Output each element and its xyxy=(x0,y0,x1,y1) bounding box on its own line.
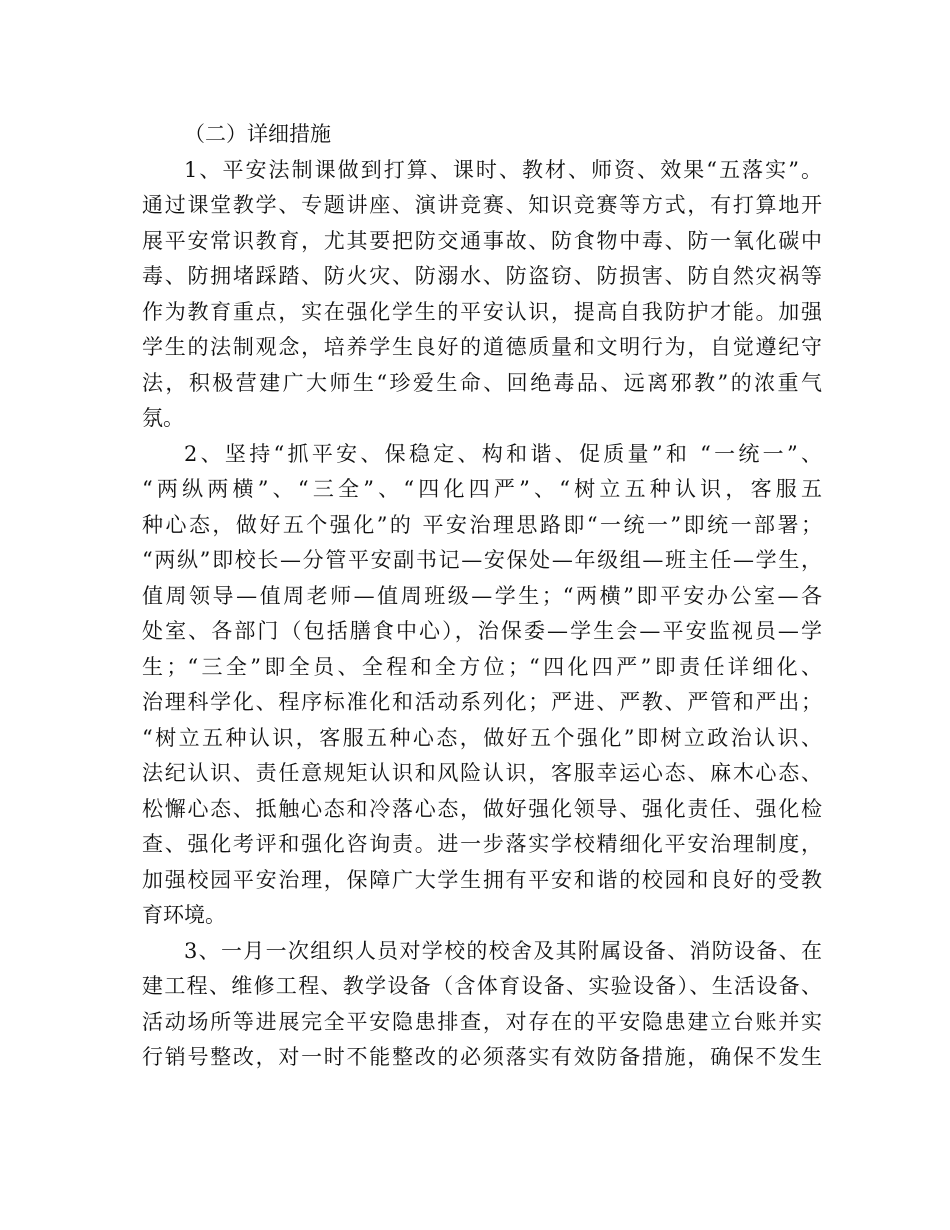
paragraph-line: 法纪认识、责任意规矩认识和风险认识，客服幸运心态、麻木心态、 xyxy=(142,761,822,785)
paragraph-line: 学生的法制观念，培养学生良好的道德质量和文明行为，自觉遵纪守 xyxy=(142,335,822,359)
paragraph-line: 值周领导—值周老师—值周班级—学生；“两横”即平安办公室—各 xyxy=(142,583,822,608)
paragraph-line: 法，积极营建广大师生“珍爱生命、回绝毒品、远离邪教”的浓重气 xyxy=(142,370,822,395)
paragraph-line: 育环境。 xyxy=(142,903,226,927)
paragraph-line: 氛。 xyxy=(142,406,184,430)
document-body xyxy=(142,117,822,1076)
paragraph-line: 2、坚持“抓平安、保稳定、构和谐、促质量”和 “一统一”、 xyxy=(184,441,822,466)
paragraph-line: 通过课堂教学、专题讲座、演讲竞赛、知识竞赛等方式，有打算地开 xyxy=(142,193,822,217)
paragraph-line: 查、强化考评和强化咨询责。进一步落实学校精细化平安治理制度， xyxy=(142,832,822,856)
paragraph-line: 种心态，做好五个强化”的 平安治理思路即“一统一”即统一部署； xyxy=(142,512,822,537)
paragraph-1 xyxy=(142,153,822,437)
paragraph-3 xyxy=(142,934,822,1076)
paragraph-line: 活动场所等进展完全平安隐患排查，对存在的平安隐患建立台账并实 xyxy=(142,1009,822,1034)
paragraph-line: 3、一月一次组织人员对学校的校舍及其附属设备、消防设备、在 xyxy=(184,938,822,963)
paragraph-line: 加强校园平安治理，保障广大学生拥有平安和谐的校园和良好的受教 xyxy=(142,867,822,892)
paragraph-line: 松懈心态、抵触心态和冷落心态，做好强化领导、强化责任、强化检 xyxy=(142,796,822,821)
paragraph-line: “树立五种认识，客服五种心态，做好五个强化”即树立政治认识、 xyxy=(142,725,822,750)
section-heading: （二）详细措施 xyxy=(184,122,331,146)
paragraph-line: 生；“三全”即全员、全程和全方位；“四化四严”即责任详细化、 xyxy=(142,654,822,679)
paragraph-line: 行销号整改，对一时不能整改的必须落实有效防备措施，确保不发生 xyxy=(142,1045,822,1069)
paragraph-2 xyxy=(142,437,822,934)
paragraph-line: 展平安常识教育，尤其要把防交通事故、防食物中毒、防一氧化碳中 xyxy=(142,228,822,253)
paragraph-line: 治理科学化、程序标准化和活动系列化；严进、严教、严管和严出； xyxy=(142,690,822,714)
paragraph-line: 1、平安法制课做到打算、课时、教材、师资、效果“五落实”。 xyxy=(184,157,822,182)
paragraph-line: 毒、防拥堵踩踏、防火灾、防溺水、防盗窃、防损害、防自然灾祸等 xyxy=(142,264,822,288)
paragraph-line: “两纵”即校长—分管平安副书记—安保处—年级组—班主任—学生， xyxy=(142,548,822,572)
paragraph-line: 处室、各部门（包括膳食中心），治保委—学生会—平安监视员—学 xyxy=(142,619,822,643)
paragraph-line: “两纵两横”、“三全”、“四化四严”、“树立五种认识，客服五 xyxy=(142,477,822,501)
paragraph-line: 作为教育重点，实在强化学生的平安认识，提高自我防护才能。加强 xyxy=(142,299,822,324)
paragraph-line: 建工程、维修工程、教学设备（含体育设备、实验设备）、生活设备、 xyxy=(142,974,822,998)
